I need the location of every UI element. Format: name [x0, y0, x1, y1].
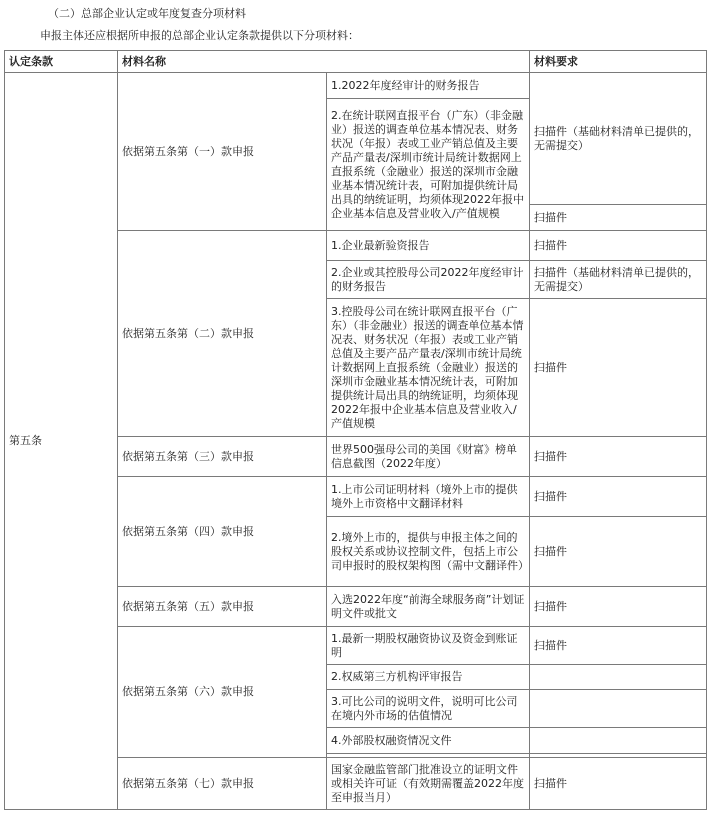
requirement-cell: 扫描件 [530, 205, 707, 231]
material-cell: 世界500强母公司的美国《财富》榜单信息截图（2022年度） [327, 437, 530, 477]
requirement-cell: 扫描件（基础材料清单已提供的，无需提交） [530, 261, 707, 299]
material-cell: 入选2022年度“前海全球服务商”计划证明文件或批文 [327, 587, 530, 627]
material-cell: 1.2022年度经审计的财务报告 [327, 73, 530, 99]
material-cell: 3.可比公司的说明文件，说明可比公司在境内外市场的估值情况 [327, 690, 530, 728]
requirement-cell: 扫描件 [530, 477, 707, 517]
clause-cell: 第五条 [5, 73, 118, 810]
requirement-cell: 扫描件 [530, 587, 707, 627]
group-name: 依据第五条第（二）款申报 [118, 231, 327, 437]
table-row [5, 73, 707, 99]
material-cell: 1.上市公司证明材料（境外上市的提供境外上市资格中文翻译材料 [327, 477, 530, 517]
material-cell: 2.企业或其控股母公司2022年度经审计的财务报告 [327, 261, 530, 299]
group-name: 依据第五条第（一）款申报 [118, 73, 327, 231]
requirement-cell [530, 665, 707, 690]
material-cell: 2.在统计联网直报平台（广东）（非金融业）报送的调查单位基本情况表、财务状况（年报）表或工业产销总值及主要产品产量表/深圳市统计局统计数据网上直报系统（金融业）报送的深圳市金融业基本情况统计表，可附加提供统计局出具的纳统证明，均须体现2022年报中企业基本信息及营业收入/产值规模 [327, 99, 530, 231]
intro-text: 申报主体还应根据所申报的总部企业认定条款提供以下分项材料： [40, 29, 359, 42]
requirement-cell: 扫描件（基础材料清单已提供的，无需提交） [530, 73, 707, 205]
requirement-cell: 扫描件 [530, 231, 707, 261]
group-name: 依据第五条第（七）款申报 [118, 758, 327, 810]
group-name: 依据第五条第（六）款申报 [118, 627, 327, 758]
material-cell: 2.境外上市的，提供与申报主体之间的股权关系或协议控制文件，包括上市公司申报时的股权架构图（需中文翻译件） [327, 517, 530, 587]
header-clause: 认定条款 [5, 51, 118, 73]
requirement-cell [530, 728, 707, 754]
group-name: 依据第五条第（五）款申报 [118, 587, 327, 627]
group-name: 依据第五条第（四）款申报 [118, 477, 327, 587]
material-cell: 国家金融监管部门批准设立的证明文件或相关许可证（有效期需覆盖2022年度至申报当月） [327, 758, 530, 810]
material-cell: 4.外部股权融资情况文件 [327, 728, 530, 754]
requirement-cell: 扫描件 [530, 299, 707, 437]
material-cell: 1.最新一期股权融资协议及资金到账证明 [327, 627, 530, 665]
material-cell: 1.企业最新验资报告 [327, 231, 530, 261]
requirement-cell [530, 690, 707, 728]
group-name: 依据第五条第（三）款申报 [118, 437, 327, 477]
requirement-cell: 扫描件 [530, 758, 707, 810]
section-heading: （二）总部企业认定或年度复查分项材料 [48, 7, 246, 20]
requirement-cell: 扫描件 [530, 517, 707, 587]
table-header-row [5, 51, 707, 73]
header-material-name: 材料名称 [118, 51, 530, 73]
requirement-cell: 扫描件 [530, 627, 707, 665]
material-cell: 3.控股母公司在统计联网直报平台（广东）（非金融业）报送的调查单位基本情况表、财务状况（年报）表或工业产销总值及主要产品产量表/深圳市统计局统计数据网上直报系统（金融业）报送的深圳市金融业基本情况统计表，可附加提供统计局出具的纳统证明，均须体现2022年报中企业基本信息及营业收入/产值规模 [327, 299, 530, 437]
header-requirement: 材料要求 [530, 51, 707, 73]
material-cell: 2.权威第三方机构评审报告 [327, 665, 530, 690]
materials-table [4, 50, 707, 810]
requirement-cell: 扫描件 [530, 437, 707, 477]
